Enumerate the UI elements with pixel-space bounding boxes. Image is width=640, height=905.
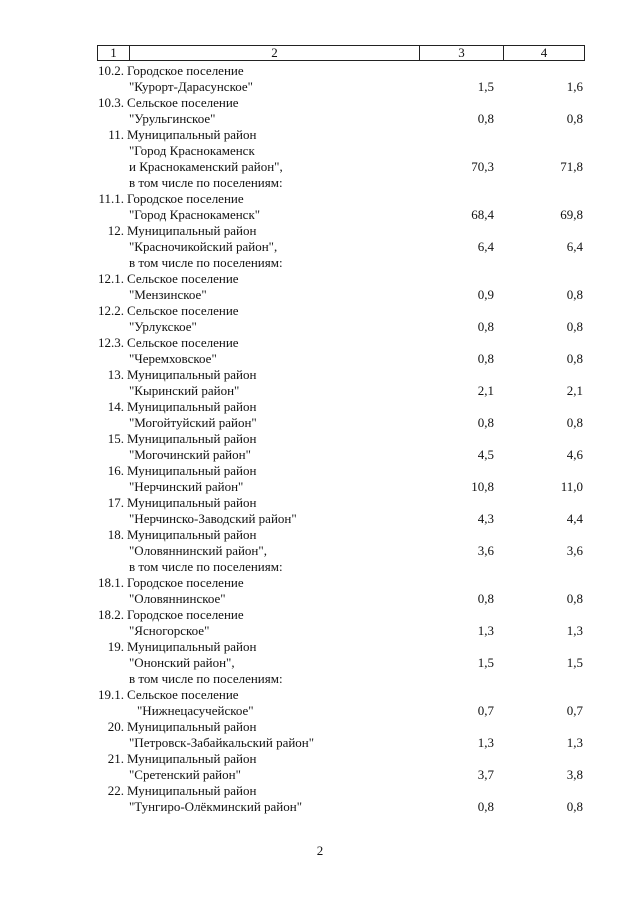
row-value-col-3: 2,1 [477, 383, 494, 398]
row-label: "Черемховское" [129, 351, 217, 366]
row-value-col-4: 11,0 [560, 479, 583, 494]
table-row [0, 687, 640, 703]
row-label: Муниципальный район [127, 127, 257, 142]
table-body [0, 63, 640, 815]
row-label: "Город Краснокаменск" [129, 207, 261, 222]
row-value-col-3: 0,8 [477, 591, 494, 606]
row-number: 11.1. [98, 191, 124, 206]
row-value-col-4: 0,8 [566, 351, 583, 366]
row-label: Муниципальный район [127, 527, 257, 542]
row-label: Городское поселение [127, 191, 244, 206]
row-label: "Тунгиро-Олёкминский район" [129, 799, 303, 814]
row-number: 12.1. [98, 271, 124, 286]
row-number: 10.2. [98, 63, 124, 78]
row-number: 19.1. [98, 687, 124, 702]
row-value-col-3: 6,4 [477, 239, 494, 254]
row-label: Муниципальный район [127, 719, 257, 734]
row-label: Сельское поселение [127, 687, 239, 702]
row-label: Городское поселение [127, 607, 244, 622]
row-label: "Ясногорское" [129, 623, 210, 638]
row-label: Муниципальный район [127, 463, 257, 478]
row-value-col-4: 1,5 [566, 655, 583, 670]
table-row [0, 287, 640, 303]
row-value-col-3: 68,4 [471, 207, 494, 222]
table-header [97, 45, 585, 61]
table-row [0, 415, 640, 431]
table-row [0, 431, 640, 447]
row-value-col-4: 0,8 [566, 591, 583, 606]
row-label: Сельское поселение [127, 335, 239, 350]
row-number: 11. [108, 127, 124, 142]
row-value-col-4: 4,6 [566, 447, 583, 462]
row-value-col-4: 1,6 [566, 79, 583, 94]
row-number: 13. [107, 367, 124, 382]
row-label: Городское поселение [127, 63, 244, 78]
row-value-col-4: 0,7 [566, 703, 583, 718]
table-row [0, 63, 640, 79]
row-value-col-3: 0,7 [477, 703, 494, 718]
row-number: 20. [107, 719, 124, 734]
table-row [0, 719, 640, 735]
row-number: 18. [107, 527, 124, 542]
table-row [0, 191, 640, 207]
row-label: "Нерчинско-Заводский район" [129, 511, 297, 526]
row-value-col-3: 0,8 [477, 799, 494, 814]
row-value-col-4: 69,8 [560, 207, 583, 222]
row-label: "Курорт-Дарасунское" [129, 79, 253, 94]
row-label: "Нерчинский район" [129, 479, 244, 494]
table-row [0, 559, 640, 575]
row-value-col-3: 1,3 [477, 623, 494, 638]
table-row [0, 271, 640, 287]
row-number: 21. [107, 751, 124, 766]
row-value-col-3: 1,5 [477, 655, 494, 670]
table-row [0, 767, 640, 783]
row-value-col-4: 0,8 [566, 799, 583, 814]
row-label: "Красночикойский район", [129, 239, 278, 254]
table-row [0, 175, 640, 191]
table-row [0, 399, 640, 415]
row-label: "Кыринский район" [129, 383, 240, 398]
table-row [0, 319, 640, 335]
header-col-1: 1 [98, 46, 130, 60]
table-row [0, 671, 640, 687]
table-row [0, 239, 640, 255]
row-label: Городское поселение [127, 575, 244, 590]
row-value-col-3: 3,6 [477, 543, 494, 558]
row-value-col-3: 0,8 [477, 351, 494, 366]
row-value-col-4: 0,8 [566, 287, 583, 302]
row-label: в том числе по поселениям: [129, 255, 283, 270]
row-number: 12. [107, 223, 124, 238]
table-row [0, 463, 640, 479]
table-row [0, 479, 640, 495]
row-value-col-4: 1,3 [566, 735, 583, 750]
table-row [0, 751, 640, 767]
row-label: и Краснокаменский район", [129, 159, 283, 174]
table-row [0, 143, 640, 159]
row-label: Муниципальный район [127, 431, 257, 446]
row-value-col-3: 1,3 [477, 735, 494, 750]
row-label: "Город Краснокаменск [129, 143, 255, 158]
page-number: 2 [316, 843, 324, 858]
table-row [0, 575, 640, 591]
table-row [0, 511, 640, 527]
row-value-col-3: 0,8 [477, 319, 494, 334]
row-number: 12.3. [98, 335, 124, 350]
row-value-col-4: 3,6 [566, 543, 583, 558]
table-row [0, 703, 640, 719]
table-row [0, 639, 640, 655]
table-row [0, 303, 640, 319]
row-value-col-4: 0,8 [566, 319, 583, 334]
row-number: 19. [107, 639, 124, 654]
table-row [0, 607, 640, 623]
row-label: Муниципальный район [127, 399, 257, 414]
table-row [0, 127, 640, 143]
table-row [0, 527, 640, 543]
row-value-col-3: 4,3 [477, 511, 494, 526]
table-row [0, 79, 640, 95]
row-label: "Сретенский район" [129, 767, 241, 782]
table-row [0, 383, 640, 399]
row-value-col-3: 0,9 [477, 287, 494, 302]
row-label: "Оловяннинское" [129, 591, 226, 606]
table-row [0, 111, 640, 127]
row-number: 16. [107, 463, 124, 478]
row-value-col-3: 3,7 [477, 767, 494, 782]
row-label: в том числе по поселениям: [129, 175, 283, 190]
table-row [0, 655, 640, 671]
table-row [0, 223, 640, 239]
row-label: Муниципальный район [127, 639, 257, 654]
table-row [0, 543, 640, 559]
row-label: "Урульгинское" [129, 111, 216, 126]
table-row [0, 799, 640, 815]
row-number: 14. [107, 399, 124, 414]
row-value-col-3: 70,3 [471, 159, 494, 174]
table-row [0, 95, 640, 111]
row-label: Сельское поселение [127, 95, 239, 110]
table-row [0, 207, 640, 223]
row-number: 17. [107, 495, 124, 510]
row-value-col-4: 0,8 [566, 111, 583, 126]
header-col-2: 2 [130, 46, 420, 60]
table-row [0, 335, 640, 351]
row-value-col-4: 71,8 [560, 159, 583, 174]
row-label: "Могойтуйский район" [129, 415, 257, 430]
header-col-3: 3 [420, 46, 504, 60]
row-label: Муниципальный район [127, 367, 257, 382]
row-label: в том числе по поселениям: [129, 671, 283, 686]
table-row [0, 591, 640, 607]
row-label: "Ононский район", [129, 655, 235, 670]
row-value-col-3: 10,8 [471, 479, 494, 494]
table-row [0, 447, 640, 463]
row-value-col-3: 1,5 [477, 79, 494, 94]
row-label: "Могочинский район" [129, 447, 251, 462]
row-value-col-4: 4,4 [566, 511, 583, 526]
row-value-col-4: 1,3 [566, 623, 583, 638]
row-label: Муниципальный район [127, 223, 257, 238]
table-row [0, 735, 640, 751]
row-number: 22. [107, 783, 124, 798]
row-label: Муниципальный район [127, 751, 257, 766]
row-label: Сельское поселение [127, 271, 239, 286]
row-label: "Петровск-Забайкальский район" [129, 735, 315, 750]
row-label: Муниципальный район [127, 495, 257, 510]
row-value-col-3: 0,8 [477, 111, 494, 126]
row-value-col-4: 2,1 [566, 383, 583, 398]
table-row [0, 351, 640, 367]
row-label: Сельское поселение [127, 303, 239, 318]
row-label: Муниципальный район [127, 783, 257, 798]
row-label: "Мензинское" [129, 287, 207, 302]
row-value-col-4: 6,4 [566, 239, 583, 254]
row-value-col-3: 0,8 [477, 415, 494, 430]
row-label: в том числе по поселениям: [129, 559, 283, 574]
row-number: 18.2. [98, 607, 124, 622]
row-value-col-4: 0,8 [566, 415, 583, 430]
table-row [0, 495, 640, 511]
header-col-4: 4 [540, 45, 548, 60]
row-value-col-3: 4,5 [477, 447, 494, 462]
row-label: "Урлукское" [129, 319, 197, 334]
row-number: 10.3. [98, 95, 124, 110]
table-row [0, 623, 640, 639]
table-row [0, 783, 640, 799]
row-label: "Оловяннинский район", [129, 543, 267, 558]
row-number: 15. [107, 431, 124, 446]
table-row [0, 159, 640, 175]
table-row [0, 255, 640, 271]
row-label: "Нижнецасучейское" [137, 703, 254, 718]
row-number: 18.1. [98, 575, 124, 590]
row-number: 12.2. [98, 303, 124, 318]
row-value-col-4: 3,8 [566, 767, 583, 782]
table-row [0, 367, 640, 383]
